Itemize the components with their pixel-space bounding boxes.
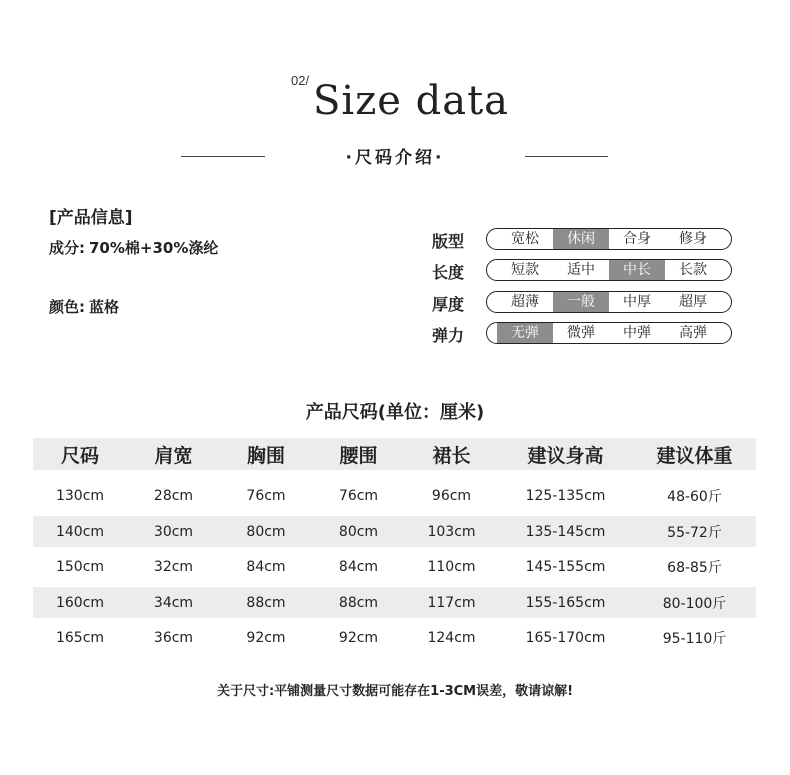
header-cell: 肩宽 [154,444,193,467]
attribute-option: 合身 [623,231,651,247]
composition-row [49,237,218,258]
table-cell: 76cm [338,487,379,504]
composition-value: 70%棉+30%涤纶 [89,239,219,257]
table-cell: 88cm [338,594,379,611]
table-cell: 84cm [246,558,286,575]
section-subtitle: ·尺码介绍· [345,148,445,168]
table-cell: 80cm [246,523,286,540]
header-cell: 腰围 [339,444,378,467]
attribute-option: 超薄 [511,294,539,310]
size-table-title: 产品尺码(单位：厘米) [305,402,485,423]
color-value: 蓝格 [89,298,120,316]
header-cell: 建议体重 [656,444,733,467]
attribute-label: 长度 [432,263,465,282]
attribute-option-selected: 中长 [609,260,665,280]
attribute-label: 版型 [432,232,465,251]
table-cell: 36cm [153,629,194,646]
table-cell: 48-60斤 [667,488,722,505]
attribute-option-group [486,228,732,250]
table-row [33,516,756,547]
attribute-option: 短款 [511,262,539,278]
table-cell: 165cm [55,629,105,646]
table-cell: 95-110斤 [662,630,727,647]
table-cell: 68-85斤 [667,559,722,576]
table-cell: 92cm [338,629,379,646]
attribute-option-group [486,322,732,344]
attribute-option-selected: 休闲 [553,229,609,249]
color-row [49,296,119,317]
attribute-option: 中弹 [623,325,651,341]
attribute-option-selected: 无弹 [497,323,553,343]
attribute-option: 高弹 [679,325,707,341]
table-cell: 28cm [153,487,194,504]
table-cell: 76cm [246,487,286,504]
table-cell: 32cm [153,558,194,575]
color-label: 颜色: [49,298,85,316]
table-row [33,480,756,511]
table-cell: 117cm [427,594,476,611]
table-cell: 30cm [153,523,194,540]
header-cell: 建议身高 [527,444,604,467]
table-cell: 135-145cm [525,523,606,540]
table-cell: 140cm [55,523,105,540]
table-cell: 160cm [55,594,105,611]
table-cell: 80cm [338,523,379,540]
attribute-option: 修身 [679,231,707,247]
attribute-option-group [486,291,732,313]
measurement-note: 关于尺寸:平铺测量尺寸数据可能存在1-3CM误差，敬请谅解! [216,684,574,699]
table-cell: 165-170cm [525,629,606,646]
header-cell: 尺码 [60,444,99,467]
table-row [33,622,756,653]
table-cell: 125-135cm [525,487,606,504]
table-cell: 124cm [427,629,476,646]
table-cell: 155-165cm [525,594,606,611]
table-cell: 84cm [338,558,379,575]
table-row [33,587,756,618]
header-title: Size data [313,78,510,124]
attribute-option-group [486,259,732,281]
header-cell: 裙长 [432,444,471,467]
table-cell: 34cm [153,594,194,611]
table-cell: 92cm [246,629,286,646]
header-cell: 胸围 [246,444,285,467]
attribute-option-selected: 一般 [553,292,609,312]
table-cell: 110cm [427,558,476,575]
attribute-option: 长款 [679,262,707,278]
table-cell: 150cm [55,558,105,575]
size-table-header [33,438,756,470]
attribute-label: 厚度 [432,295,465,314]
product-info-title: [产品信息] [49,208,133,228]
attribute-option: 适中 [567,262,595,278]
table-cell: 55-72斤 [667,524,722,541]
attribute-option: 宽松 [511,231,539,247]
composition-label: 成分: [49,239,85,257]
table-cell: 130cm [55,487,105,504]
attribute-label: 弹力 [432,326,465,345]
attribute-option: 超厚 [679,294,707,310]
attribute-option: 微弹 [567,325,595,341]
table-cell: 80-100斤 [662,595,727,612]
attribute-option: 中厚 [623,294,651,310]
table-cell: 145-155cm [525,558,606,575]
table-cell: 103cm [427,523,476,540]
table-cell: 96cm [431,487,472,504]
header-number: 02/ [291,73,310,88]
table-row [33,551,756,582]
table-cell: 88cm [246,594,286,611]
divider-right [525,156,608,157]
